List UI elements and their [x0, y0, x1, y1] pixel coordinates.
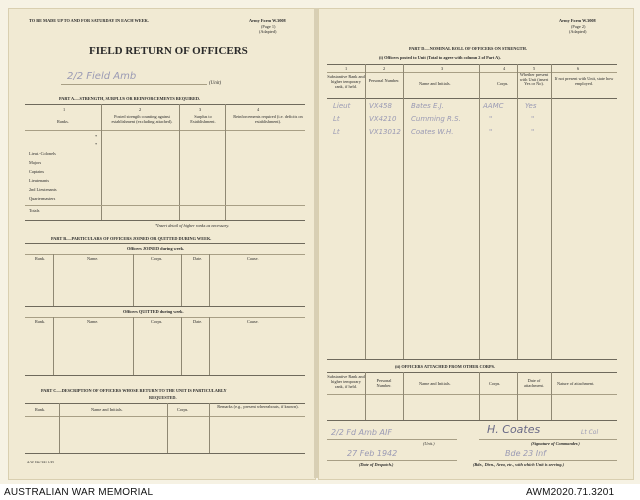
- col-rank: Substantive Rank and higher temporary rank, if held.: [327, 74, 365, 89]
- quitted-heading: Officers QUITTED during week.: [123, 309, 184, 314]
- commander-signature: H. Coates: [487, 423, 541, 436]
- col-ranks: Ranks.: [57, 119, 69, 124]
- archive-footer: [0, 484, 640, 500]
- col-corps: Corps.: [497, 81, 509, 86]
- entry-3-name: Coates W.H.: [411, 128, 454, 136]
- part-d-title: PART D.—NOMINAL ROLL OF OFFICERS ON STRENGTH.: [409, 46, 527, 51]
- unit-handwriting: 2/2 Fd Amb AIF: [331, 428, 392, 437]
- rank-captains: Captains: [29, 169, 45, 174]
- bde-handwriting: Bde 23 Inf: [505, 449, 546, 458]
- form-page-2: Army Form W.3008 (Page 2) (Adapted) PART D.—NOMINAL ROLL OF OFFICERS ON STRENGTH. (i) Officers posted to Unit (Total to agree with column 2 of Part A). 1 2 3 4 5 6 Substantive Rank and higher temporary rank, if held. Personal Number. Name and Initials. Corps. Whether present with Unit (insert Yes or No). If not present with Unit, state how employed. Lieut VX458 Bates E.J. AAMC Yes Lt VX4210 Cumming R.S. " " Lt VX13012 Coates W.H. " " (ii) OFFICERS ATTACHED FROM OTHER CORPS. Substantive Rank and higher temporary rank, if held. Personal Number. Name and Initials. Corps. Date of attachment. Nature of attachment. 2/2 Fd Amb AIF (Unit.) H. Coates Lt Col (Signature of Commander.) 27 Feb 1942 (Date of Despatch.) Bde 23 Inf (Bde., Divn., Area, etc., with which Unit is serving.): [318, 8, 634, 480]
- archive-accession-number: AWM2020.71.3201: [526, 487, 615, 498]
- signature-rank: Lt Col: [581, 429, 599, 436]
- attached-title: (ii) OFFICERS ATTACHED FROM OTHER CORPS.: [395, 364, 496, 369]
- col-posted-strength: Posted strength counting against establishment (excluding attached).: [111, 114, 173, 124]
- col-present: Whether present with Unit (insert Yes or No).: [519, 72, 549, 87]
- rank-totals: Totals: [29, 208, 40, 213]
- part-a-footnote: *Insert detail of higher ranks as necessary.: [155, 223, 230, 228]
- entry-2-present: ": [531, 115, 535, 123]
- entry-1-corps: AAMC: [483, 102, 504, 110]
- header-note: TO BE MADE UP TO AND FOR SATURDAY IN EACH WEEK.: [29, 18, 149, 23]
- part-c-title-cont: REQUESTED.: [149, 395, 177, 400]
- part-c-title: PART C.—DESCRIPTION OF OFFICERS WHOSE RETURN TO THE UNIT IS PARTICULARLY: [41, 388, 227, 393]
- adapted-label: (Adapted): [569, 29, 587, 34]
- entry-2-name: Cumming R.S.: [411, 115, 461, 123]
- posted-subtitle: (i) Officers posted to Unit (Total to agree with column 2 of Part A).: [379, 55, 501, 60]
- unit-label: (Unit.): [423, 441, 435, 446]
- form-title: FIELD RETURN OF OFFICERS: [89, 45, 248, 57]
- form-page-1: TO BE MADE UP TO AND FOR SATURDAY IN EACH WEEK. Army Form W.3008 (Page 1) (Adapted) FIELD RETURN OF OFFICERS 2/2 Field Amb (Unit) PART A.—STRENGTH, SURPLUS OR REINFORCEMENTS REQUIRED. 1 2 3 4 Ranks. Posted strength counting against establishment (excluding attached). Surplus to Establishment. Reinforcements required (i.e. deficits on establishment). * * Lieut.-Colonels Majors Captains Lieutenants 2nd Lieutenants Quartermasters Totals *Insert detail of higher ranks as necessary. PART B.—PARTICULARS OF OFFICERS JOINED OR QUITTED DURING WEEK. Officers JOINED during week. Rank. Name. Corps. Date. Cause. Officers QUITTED during week. Rank. Name. Corps. Date. Cause. PART C.—DESCRIPTION OF OFFICERS WHOSE RETURN TO THE UNIT IS PARTICULARLY REQUESTED. Rank. Name and Initials. Corps. Remarks (e.g., present whereabouts, if known). A.W. Dec 941 1/45: [8, 8, 316, 480]
- entry-3-rank: Lt: [333, 128, 340, 136]
- rank-lieutenants: Lieutenants: [29, 178, 50, 183]
- bde-label: (Bde., Divn., Area, etc., with which Unit is serving.): [473, 462, 565, 467]
- joined-heading: Officers JOINED during week.: [127, 246, 185, 251]
- rank-majors: Majors: [29, 160, 42, 165]
- entry-3-present: ": [531, 128, 535, 136]
- entry-1-name: Bates E.J.: [411, 102, 444, 110]
- entry-2-corps: ": [489, 115, 493, 123]
- unit-label: (Unit): [209, 81, 222, 86]
- signature-label: (Signature of Commander.): [531, 441, 580, 446]
- part-a-title: PART A.—STRENGTH, SURPLUS OR REINFORCEMENTS REQUIRED.: [59, 96, 201, 101]
- entry-1-present: Yes: [525, 102, 537, 110]
- despatch-handwriting: 27 Feb 1942: [347, 449, 398, 458]
- rank-quartermasters: Quartermasters: [29, 196, 56, 201]
- form-id: Army Form W.3008: [559, 18, 596, 23]
- rank-2nd-lieutenants: 2nd Lieutenants: [29, 187, 57, 192]
- entry-2-number: VX4210: [369, 115, 397, 123]
- col-surplus: Surplus to Establishment.: [190, 114, 216, 124]
- col-number: Personal Number.: [368, 78, 400, 83]
- page-label: (Page 2): [571, 24, 586, 29]
- entry-1-rank: Lieut: [333, 102, 351, 110]
- archive-credit: AUSTRALIAN WAR MEMORIAL: [4, 487, 154, 498]
- unit-handwriting: 2/2 Field Amb: [67, 71, 137, 82]
- entry-2-rank: Lt: [333, 115, 340, 123]
- despatch-label: (Date of Despatch.): [359, 462, 394, 467]
- entry-3-corps: ": [489, 128, 493, 136]
- rank-lieut-colonels: Lieut.-Colonels: [29, 151, 56, 156]
- entry-1-number: VX458: [369, 102, 392, 110]
- adapted-label: (Adapted): [259, 29, 277, 34]
- part-b-title: PART B.—PARTICULARS OF OFFICERS JOINED OR QUITTED DURING WEEK.: [51, 236, 212, 241]
- col-reinforcements: Reinforcements required (i.e. deficits on establishment).: [233, 114, 303, 124]
- form-id: Army Form W.3008: [249, 18, 286, 23]
- col-employed: If not present with Unit, state how employed.: [554, 76, 614, 86]
- print-code: A.W. Dec 941 1/45: [27, 460, 54, 464]
- col-name: Name and Initials.: [419, 81, 451, 86]
- page-label: (Page 1): [261, 24, 276, 29]
- entry-3-number: VX13012: [369, 128, 401, 136]
